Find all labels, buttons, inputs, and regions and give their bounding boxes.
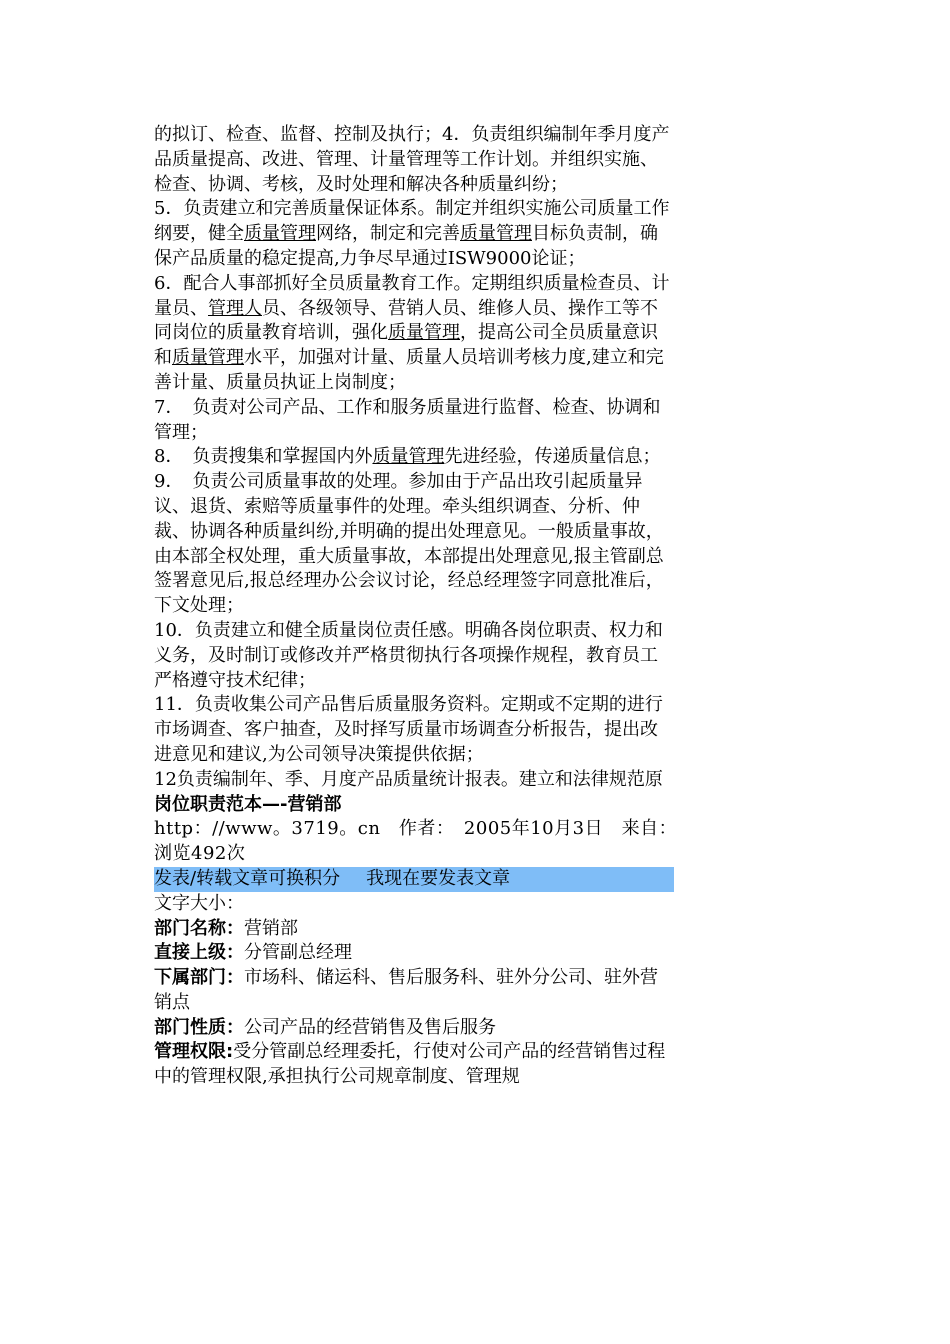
field-label: 部门性质：	[154, 1016, 244, 1038]
field-label: 管理权限:	[154, 1041, 234, 1063]
paragraph-6	[154, 272, 674, 396]
manager-link[interactable]: 管理人	[208, 297, 262, 319]
article-meta: http：//www。3719。cn 作者： 2005年10月3日 来自： 浏览492次	[154, 818, 687, 865]
paragraph-8-text-a: 8． 负责搜集和掌握国内外	[154, 446, 373, 468]
paragraph-6-text-b: 员、各级领导、营销人员、维修人员、操作工等不同岗位的质量教育培训，强化	[154, 297, 658, 344]
field-value: 市场科、储运科、售后服务科、驻外分公司、驻外营销点	[154, 967, 658, 1013]
field-department-nature	[154, 1016, 674, 1041]
font-size-control[interactable]: 文字大小：	[154, 892, 244, 914]
paragraph-9-text: 9． 负责公司质量事故的处理。参加由于产品出玫引起质量异议、退货、索赔等质量事件的处理。牵头组织调查、分析、仲裁、协调各种质量纠纷,并明确的提出处理意见。一般质量事故，由本部全权处理，重大质量事故，本部提出处理意见,报主管副总签署意见后,报总经理办公会议讨论，经总经理签字同意批准后，下文处理；	[154, 471, 664, 617]
paragraph-5-text-a: 5．负责建立和完善质量保证体系。制定并组织实施公司质量工作纲要，健全	[154, 198, 670, 245]
paragraph-5-text-b: 网络，制定和完善	[316, 223, 460, 245]
paragraph-11	[154, 693, 674, 767]
paragraph-7	[154, 396, 674, 446]
quality-management-link[interactable]: 质量管理	[244, 223, 316, 245]
paragraph-8-text-b: 先进经验，传递质量信息；	[444, 446, 661, 468]
quality-management-link[interactable]: 质量管理	[460, 223, 532, 245]
paragraph-10	[154, 619, 674, 693]
publish-banner	[154, 867, 674, 892]
paragraph-11-text: 11．负责收集公司产品售后质量服务资料。定期或不定期的进行市场调查、客户抽查，及时择写质量市场调查分析报告，提出改进意见和建议,为公司领导决策提供依据；	[154, 694, 663, 765]
field-value: 受分管副总经理委托，行使对公司产品的经营销售过程中的管理权限,承担执行公司规章制度、管理规	[154, 1041, 666, 1088]
paragraph-8	[154, 445, 674, 470]
field-value: 公司产品的经营销售及售后服务	[244, 1016, 496, 1038]
paragraph-5-text-c: 目标负责制，确保产品质量的稳定提高,力争尽早通过ISW9000论证；	[154, 223, 658, 269]
paragraph-6-text-a: 6．配合人事部抓好全员质量教育工作。定期组织质量检查员、计量员、	[154, 272, 670, 319]
paragraph-7-text: 7． 负责对公司产品、工作和服务质量进行监督、检查、协调和管理；	[154, 396, 661, 443]
field-direct-superior	[154, 941, 674, 966]
field-department-name	[154, 917, 674, 942]
field-management-authority	[154, 1040, 674, 1090]
paragraph-6-text-c: ，提高公司全员质量意识和	[154, 322, 658, 369]
paragraph-10-text: 10．负责建立和健全质量岗位责任感。明确各岗位职责、权力和义务，及时制订或修改并严格贯彻执行各项操作规程，教育员工严格遵守技术纪律；	[154, 619, 663, 691]
quality-management-link[interactable]: 质量管理	[388, 322, 460, 344]
field-label: 直接上级：	[154, 942, 244, 964]
field-label: 部门名称：	[154, 917, 244, 939]
paragraph-9	[154, 470, 674, 619]
field-value: 营销部	[244, 917, 298, 939]
section-title: 岗位职责范本—-营销部	[154, 793, 342, 815]
paragraph-4-text: 的拟订、检查、监督、控制及执行；4．负责组织编制年季月度产品质量提高、改进、管理、计量管理等工作计划。并组织实施、检查、协调、考核，及时处理和解决各种质量纠纷；	[154, 124, 670, 195]
field-subordinate-departments	[154, 966, 674, 1016]
field-value: 分管副总经理	[244, 942, 352, 964]
quality-management-link[interactable]: 质量管理	[172, 347, 244, 369]
quality-management-link[interactable]: 质量管理	[372, 446, 445, 468]
document-body	[154, 123, 687, 1090]
publish-article-link[interactable]: 我现在要发表文章	[366, 867, 511, 889]
banner-text: 发表/转载文章可换积分	[154, 867, 341, 889]
paragraph-12	[154, 768, 674, 793]
paragraph-4	[154, 123, 674, 197]
paragraph-5	[154, 197, 674, 271]
field-label: 下属部门：	[154, 967, 244, 989]
paragraph-12-text: 12负责编制年、季、月度产品质量统计报表。建立和法律规范原	[154, 768, 663, 790]
paragraph-6-text-d: 水平，加强对计量、质量人员培训考核力度,建立和完善计量、质量员执证上岗制度；	[154, 347, 664, 393]
